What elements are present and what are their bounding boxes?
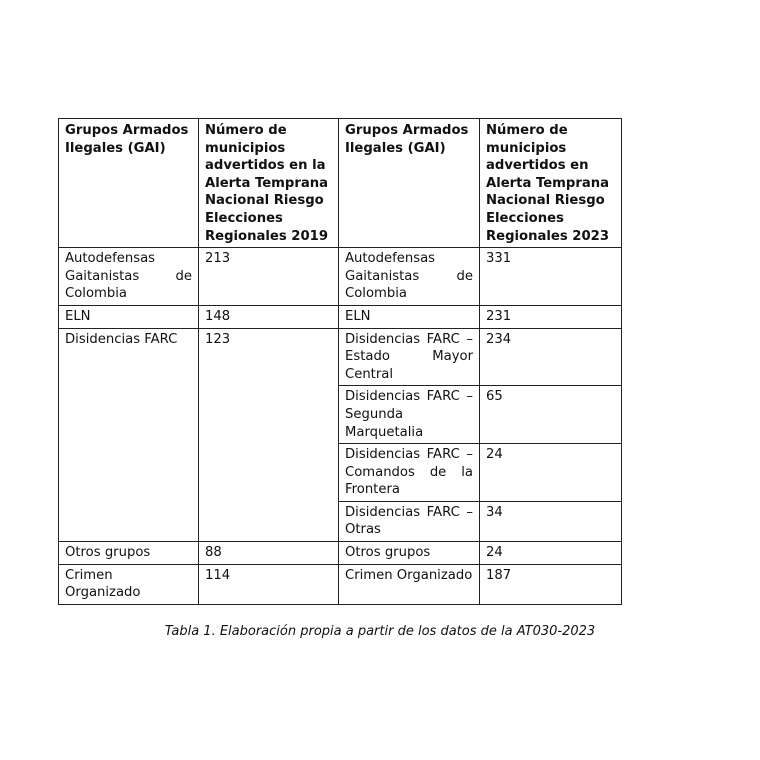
- cell-count-2023: 34: [480, 501, 622, 541]
- cell-count-2019: 123: [199, 328, 339, 542]
- cell-count-2023: 187: [480, 564, 622, 604]
- table-row: [59, 305, 622, 328]
- table-header-row: [59, 119, 622, 248]
- header-count-2019: Número de municipios advertidos en la Alerta Temprana Nacional Riesgo Elecciones Regionales 2019: [199, 119, 339, 248]
- table-row: [59, 564, 622, 604]
- cell-group-2023: Disidencias FARC – Otras: [339, 501, 480, 541]
- cell-count-2019: 88: [199, 542, 339, 565]
- cell-count-2023: 65: [480, 386, 622, 444]
- table-row: [59, 248, 622, 306]
- header-gai-2023: Grupos Armados Ilegales (GAI): [339, 119, 480, 248]
- header-count-2023: Número de municipios advertidos en Alerta Temprana Nacional Riesgo Elecciones Regionales 2023: [480, 119, 622, 248]
- cell-group-2023: Otros grupos: [339, 542, 480, 565]
- cell-group-2023: Autodefensas Gaitanistas de Colombia: [339, 248, 480, 306]
- table-caption: Tabla 1. Elaboración propia a partir de los datos de la AT030-2023: [164, 624, 596, 639]
- comparison-table: [58, 118, 622, 605]
- cell-group-2023: ELN: [339, 305, 480, 328]
- cell-count-2019: 148: [199, 305, 339, 328]
- cell-group-2019: Autodefensas Gaitanistas de Colombia: [59, 248, 199, 306]
- cell-group-2023: Disidencias FARC – Segunda Marquetalia: [339, 386, 480, 444]
- cell-group-2019: ELN: [59, 305, 199, 328]
- cell-group-2023: Disidencias FARC – Comandos de la Frontera: [339, 444, 480, 502]
- table-row: [59, 328, 622, 386]
- cell-count-2023: 234: [480, 328, 622, 386]
- cell-count-2023: 331: [480, 248, 622, 306]
- cell-group-2019: Disidencias FARC: [59, 328, 199, 542]
- cell-group-2023: Crimen Organizado: [339, 564, 480, 604]
- table-row: [59, 542, 622, 565]
- cell-count-2019: 213: [199, 248, 339, 306]
- header-gai-2019: Grupos Armados Ilegales (GAI): [59, 119, 199, 248]
- cell-count-2023: 24: [480, 542, 622, 565]
- cell-group-2019: Crimen Organizado: [59, 564, 199, 604]
- cell-group-2023: Disidencias FARC – Estado Mayor Central: [339, 328, 480, 386]
- cell-count-2023: 231: [480, 305, 622, 328]
- cell-count-2023: 24: [480, 444, 622, 502]
- cell-count-2019: 114: [199, 564, 339, 604]
- cell-group-2019: Otros grupos: [59, 542, 199, 565]
